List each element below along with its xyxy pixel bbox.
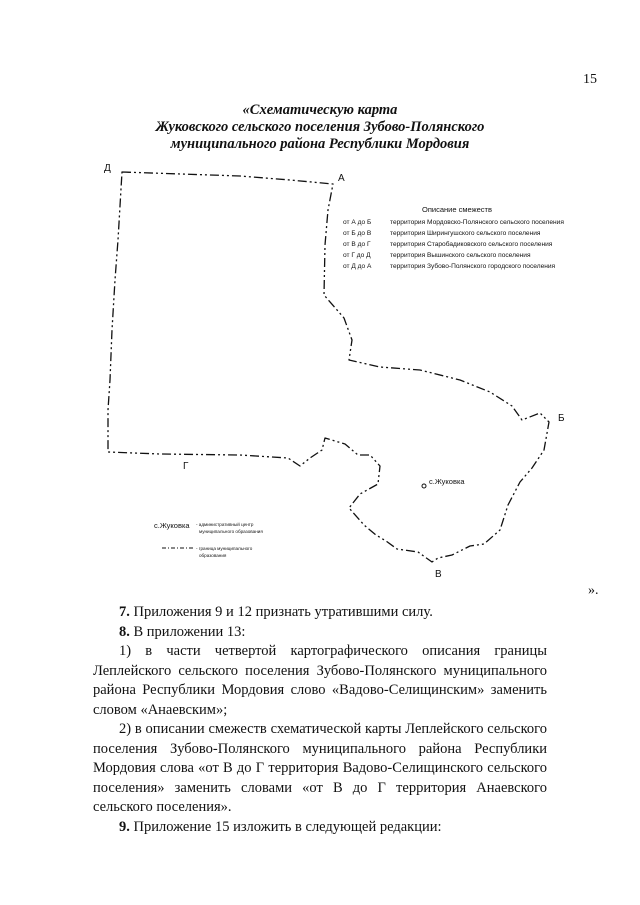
map-title: [0, 102, 640, 153]
legend-border-desc: образования: [199, 553, 227, 558]
village-label: с.Жуковка: [429, 477, 465, 486]
legend-center-label: с.Жуковка: [154, 521, 190, 530]
adjacency-range: от В до Г: [343, 241, 371, 248]
item-number: 9.: [119, 818, 130, 835]
adjacency-text: территория Зубово-Полянского городского поселения: [390, 263, 556, 270]
item-number: 7.: [119, 604, 130, 620]
page-number: 15: [583, 72, 597, 87]
schematic-map: [0, 150, 640, 590]
map-title-line-1: «Схематическую карта: [242, 102, 398, 118]
paragraph-7: [93, 603, 547, 623]
point-label-v: В: [435, 569, 442, 580]
adjacency-text: территория Ширингушского сельского поселения: [390, 230, 541, 237]
adjacency-title: Описание смежеств: [422, 205, 492, 214]
adjacency-text: территория Вышинского сельского поселения: [390, 252, 531, 259]
amendment-text: [93, 603, 547, 837]
legend-center-desc: муниципального образования: [199, 529, 263, 534]
closing-quote: ».: [588, 583, 599, 598]
village-marker: [422, 484, 426, 488]
point-label-b: Б: [558, 413, 565, 424]
adjacency-range: от Г до Д: [343, 252, 371, 259]
adjacency-range: от Б до В: [343, 230, 372, 237]
paragraph-9: [93, 818, 547, 838]
item-text: Приложения 9 и 12 признать утратившими силу.: [129, 604, 433, 620]
paragraph-8-1: 1) в части четвертой картографического описания границы Леплейского сельского поселения Зубово-Полянского муниципального района Республики Мордовия слово «Вадово-Селищинским» заменить словом «Анаевским»;: [93, 643, 547, 718]
item-number: 8.: [119, 623, 130, 640]
item-text: В приложении 13:: [129, 623, 246, 640]
map-title-line-3: муниципального района Республики Мордовия: [170, 136, 470, 152]
adjacency-text: территория Мордовско-Полянского сельского поселения: [390, 219, 564, 226]
adjacency-range: от А до Б: [343, 219, 372, 226]
paragraph-8: [93, 623, 547, 643]
adjacency-text: территория Старобадиковского сельского поселения: [390, 241, 553, 248]
point-label-g: Г: [183, 461, 189, 472]
adjacency-range: от Д до А: [343, 263, 372, 270]
item-text: Приложение 15 изложить в следующей редакции:: [129, 818, 442, 835]
point-label-a: А: [338, 173, 345, 184]
legend-border-desc: - граница муниципального: [196, 546, 253, 551]
paragraph-8-2: 2) в описании смежеств схематической карты Леплейского сельского поселения Зубово-Полянского муниципального района Республики Мордовия слова «от В до Г территория Вадово-Селищинского сельского поселения» заменить словами «от В до Г территория Анаевского сельского поселения».: [93, 721, 547, 815]
point-label-d: Д: [104, 163, 111, 174]
adjacency-list: [343, 219, 564, 270]
legend-center-desc: - административный центр: [196, 522, 254, 527]
map-title-line-2: Жуковского сельского поселения Зубово-Полянского: [155, 119, 485, 135]
